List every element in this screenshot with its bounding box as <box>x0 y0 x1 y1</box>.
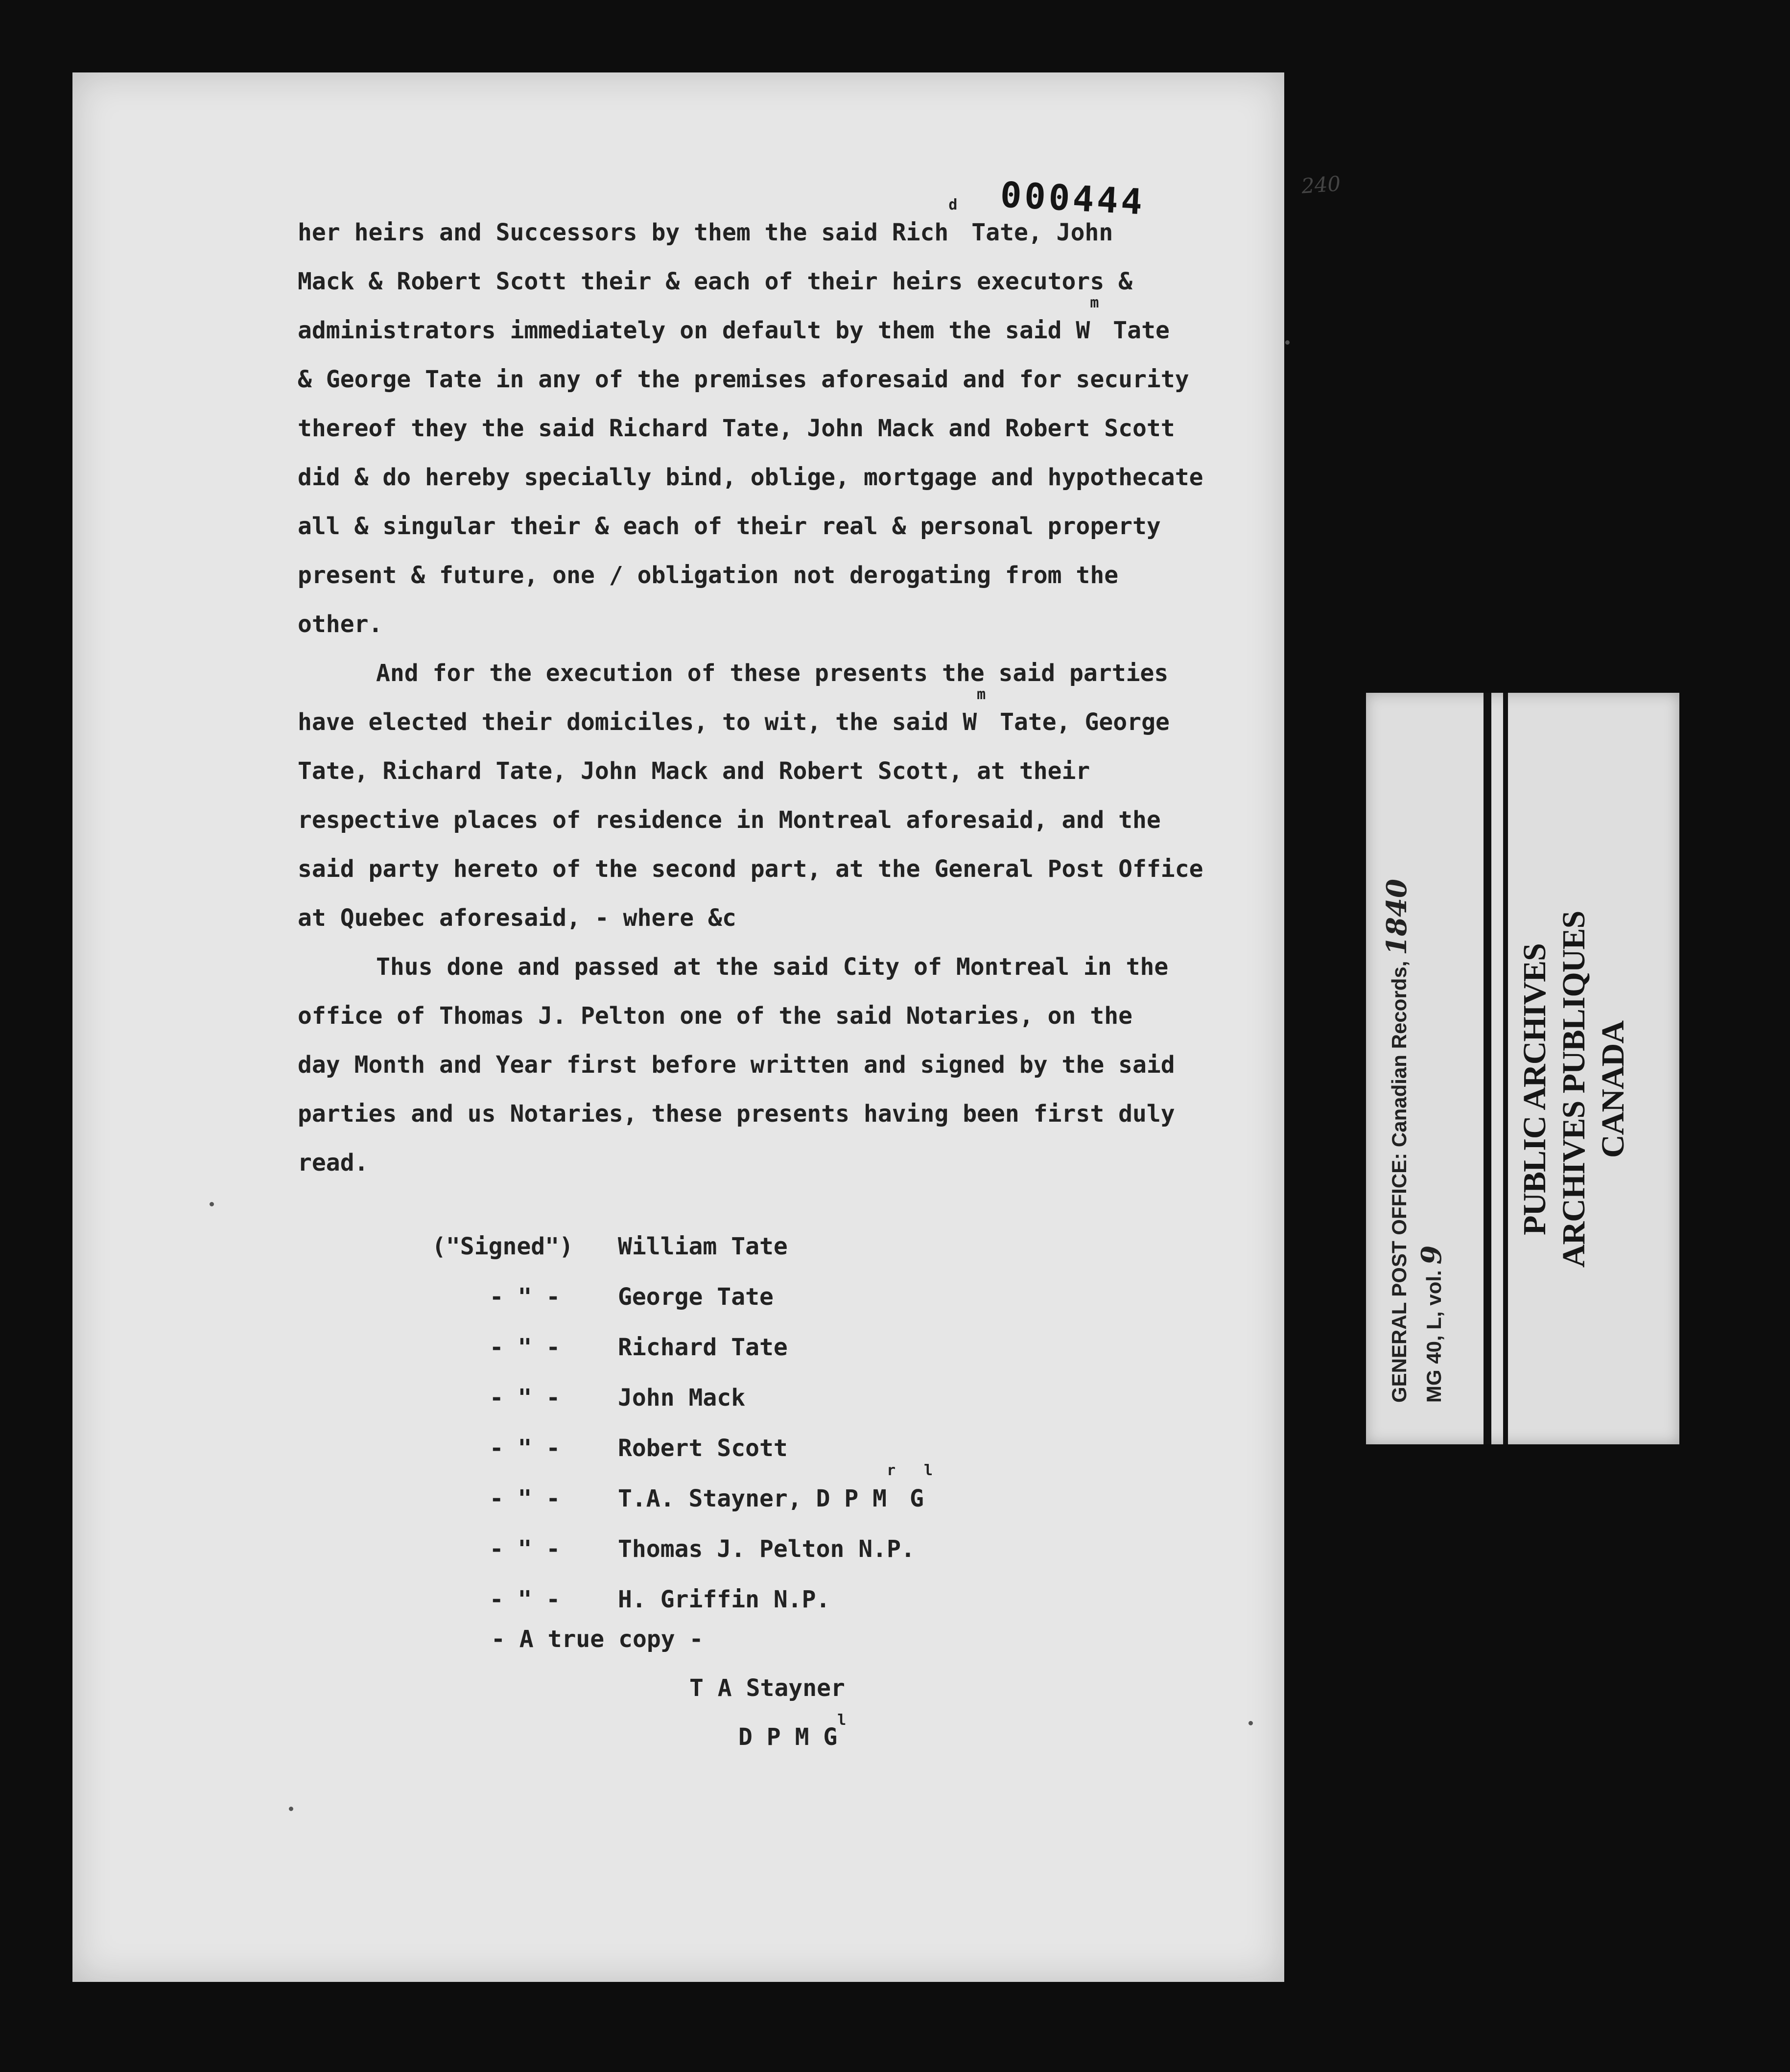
signature-row <box>432 1423 933 1474</box>
signature-row <box>432 1322 933 1373</box>
speck <box>1248 1721 1253 1725</box>
signatory-name: Thomas J. Pelton N.P. <box>618 1535 915 1563</box>
record-reference <box>1381 707 1479 1422</box>
superscript: l <box>837 1712 847 1729</box>
ditto-mark: - " - <box>489 1384 561 1412</box>
text-fragment: GENERAL POST OFFICE: Canadian Records, <box>1388 955 1411 1403</box>
superscript: r <box>887 1462 896 1479</box>
signatory-name: T.A. Stayner, D P M <box>618 1485 887 1512</box>
paragraph-3-line: Thus done and passed at the said City of Montreal in the <box>376 953 1169 981</box>
signed-mark: ("Signed") <box>432 1233 573 1260</box>
signature-list <box>432 1222 933 1625</box>
signatory-name: William Tate <box>618 1233 788 1260</box>
paragraph-1-line: present & future, one / obligation not derogating from the <box>298 562 1119 589</box>
paragraph-3-line: day Month and Year first before written and signed by the said <box>298 1051 1175 1079</box>
text-fragment: D P M G <box>738 1723 838 1751</box>
ditto-mark: - " - <box>489 1535 561 1563</box>
superscript: m <box>1090 294 1099 311</box>
label-divider <box>1484 693 1491 1444</box>
speck <box>210 1202 214 1206</box>
text-fragment: MG 40, L, vol. <box>1422 1264 1445 1403</box>
paragraph-1-line: all & singular their & each of their real & personal property <box>298 513 1161 540</box>
paragraph-2-line: And for the execution of these presents the said parties <box>376 659 1169 687</box>
paragraph-3-line: parties and us Notaries, these presents having been first duly <box>298 1100 1175 1128</box>
handwritten-volume: 9 <box>1415 1245 1448 1265</box>
superscript: l <box>923 1462 933 1479</box>
record-line-2 <box>1415 707 1450 1422</box>
signatory-name: George Tate <box>618 1283 774 1311</box>
stamp-line: CANADA <box>1595 1021 1631 1158</box>
speck <box>1285 340 1290 345</box>
paragraph-1-line: Mack & Robert Scott their & each of their heirs executors & <box>298 268 1133 295</box>
ditto-mark: - " - <box>489 1334 561 1361</box>
speck <box>289 1807 293 1811</box>
paragraph-3-line: office of Thomas J. Pelton one of the said Notaries, on the <box>298 1002 1133 1030</box>
superscript: m <box>977 686 986 703</box>
text-fragment: Tate, George <box>986 708 1170 736</box>
true-copy-line: - A true copy - <box>491 1625 704 1653</box>
stamped-record-number: 000444 <box>999 174 1147 223</box>
archives-stamp <box>1515 845 1672 1334</box>
signatory-name: H. Griffin N.P. <box>618 1586 830 1613</box>
record-line-1 <box>1381 707 1415 1422</box>
signature-row <box>432 1575 933 1625</box>
ditto-mark: - " - <box>489 1435 561 1462</box>
signature-row <box>432 1462 933 1524</box>
signatory-name: Richard Tate <box>618 1334 788 1361</box>
handwritten-page-number: 240 <box>1300 171 1342 198</box>
ditto-mark: - " - <box>489 1586 561 1613</box>
paragraph-2-line: at Quebec aforesaid, - where &c <box>298 904 736 932</box>
signoff-name: T A Stayner <box>689 1674 845 1702</box>
paragraph-1-line: other. <box>298 611 383 638</box>
paragraph-1-line <box>298 294 1296 355</box>
paragraph-1-line: thereof they the said Richard Tate, John Mack and Robert Scott <box>298 415 1175 442</box>
paragraph-2-line: Tate, Richard Tate, John Mack and Robert Scott, at their <box>298 757 1090 785</box>
paragraph-2-line: said party hereto of the second part, at the General Post Office <box>298 855 1203 883</box>
signoff-title <box>738 1712 847 1751</box>
signature-row <box>432 1272 933 1322</box>
archive-label-card <box>1366 693 1679 1444</box>
ditto-mark: - " - <box>489 1283 561 1311</box>
signature-row <box>432 1524 933 1575</box>
signature-row <box>432 1373 933 1423</box>
text-fragment: her heirs and Successors by them the said Rich <box>298 219 949 246</box>
text-fragment: G <box>895 1485 924 1512</box>
text-fragment: administrators immediately on default by them the said W <box>298 317 1090 344</box>
handwritten-year: 1840 <box>1381 879 1413 955</box>
stamp-line: PUBLIC ARCHIVES <box>1517 943 1553 1235</box>
signature-row <box>432 1222 933 1272</box>
paragraph-1-line: did & do hereby specially bind, oblige, mortgage and hypothecate <box>298 464 1203 491</box>
label-divider <box>1503 693 1508 1444</box>
stamp-line: ARCHIVES PUBLIQUES <box>1556 911 1592 1268</box>
signatory-name: Robert Scott <box>618 1435 788 1462</box>
text-fragment: Tate, John <box>957 219 1113 246</box>
ditto-mark: - " - <box>489 1485 561 1512</box>
paragraph-2-line <box>298 686 1296 747</box>
text-fragment: Tate <box>1099 317 1170 344</box>
paragraph-3-line: read. <box>298 1149 369 1177</box>
superscript: d <box>948 196 958 213</box>
text-fragment: have elected their domiciles, to wit, the said W <box>298 708 977 736</box>
paragraph-2-line: respective places of residence in Montreal aforesaid, and the <box>298 806 1161 834</box>
signatory-name: John Mack <box>618 1384 746 1412</box>
paragraph-1-line: & George Tate in any of the premises aforesaid and for security <box>298 366 1189 393</box>
